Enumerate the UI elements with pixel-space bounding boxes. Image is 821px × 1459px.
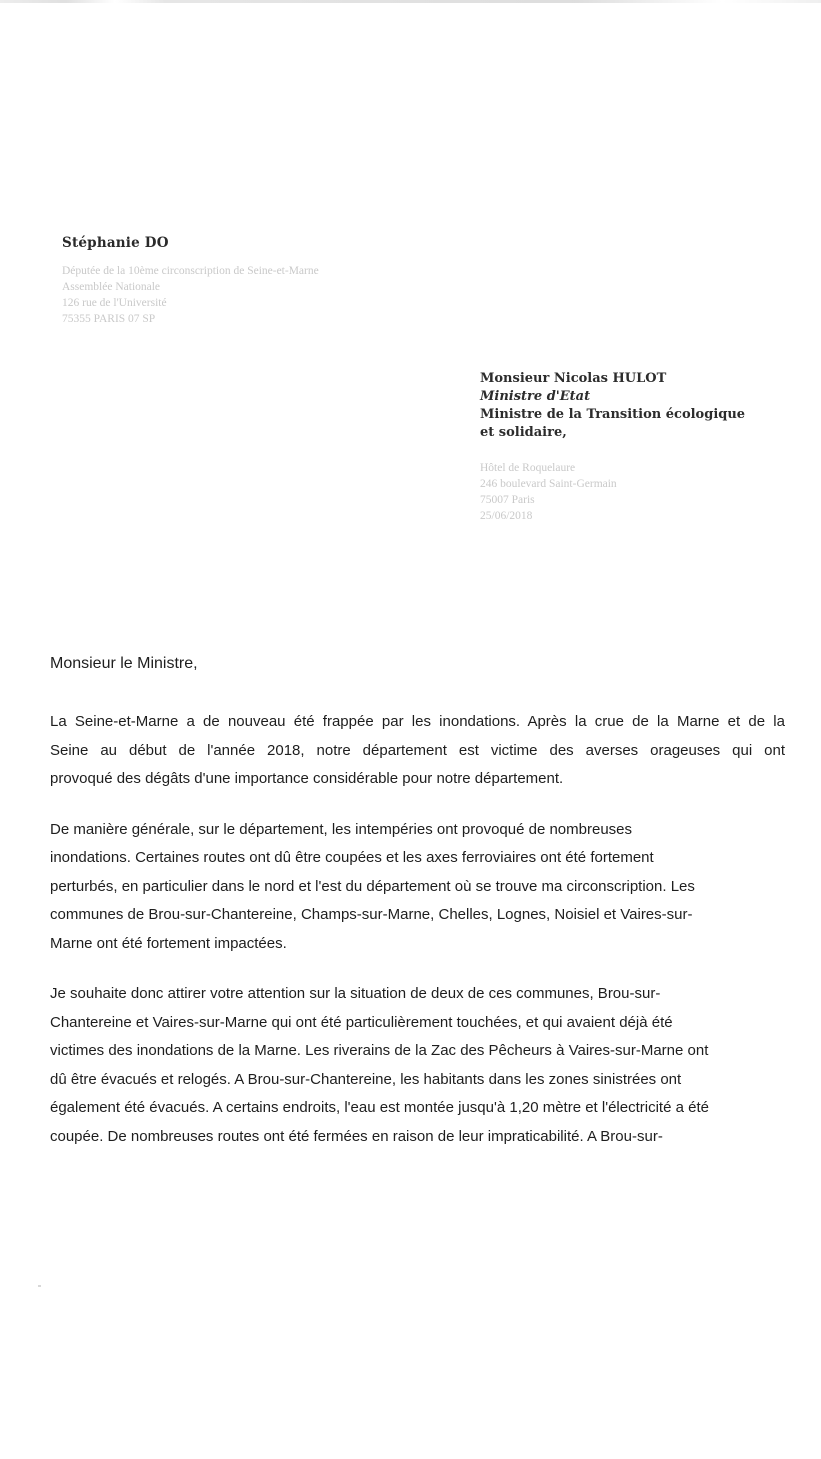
recipient-line: Hôtel de Roquelaure (480, 462, 576, 474)
letter-body (50, 655, 785, 1173)
sender-line: Assemblée Nationale (62, 281, 161, 293)
text-line: victimes des inondations de la Marne. Les riverains de la Zac des Pêcheurs à Vaires-sur-Marne ont (50, 1042, 709, 1059)
salutation: Monsieur le Ministre, (50, 655, 198, 672)
letter-date: 25/06/2018 (480, 510, 533, 522)
text-line: La Seine-et-Marne a de nouveau été frappée par les inondations. Après la crue de la Marne et de la (50, 713, 785, 730)
text-line: Marne ont été fortement impactées. (50, 934, 287, 952)
text-line: coupée. De nombreuses routes ont été fermées en raison de leur impraticabilité. A Brou-sur- (50, 1127, 663, 1145)
text-line: Je souhaite donc attirer votre attention sur la situation de deux de ces communes, Brou-sur- (50, 985, 661, 1002)
text-line: Chantereine et Vaires-sur-Marne qui ont été particulièrement touchées, et qui avaient déjà été (50, 1013, 673, 1031)
recipient-line: 246 boulevard Saint-Germain (480, 478, 617, 490)
recipient-heading (480, 370, 810, 442)
text-line: dû être évacués et relogés. A Brou-sur-Chantereine, les habitants dans les zones sinistrées ont (50, 1070, 682, 1088)
scan-edge-artifact (0, 0, 821, 3)
sender-line: 75355 PARIS 07 SP (62, 313, 156, 325)
text-line: provoqué des dégâts d'une importance considérable pour notre département. (50, 770, 564, 787)
recipient-title: Ministre d'Etat (480, 389, 591, 404)
recipient-title: et solidaire, (480, 425, 567, 440)
text-line: également été évacués. A certains endroits, l'eau est montée jusqu'à 1,20 mètre et l'électricité a été (50, 1099, 709, 1116)
sender-line: Députée de la 10ème circonscription de Seine-et-Marne (62, 265, 319, 277)
text-line: perturbés, en particulier dans le nord et l'est du département où se trouve ma circonscription. Les (50, 877, 695, 895)
paragraph-3 (50, 980, 785, 1151)
text-line: communes de Brou-sur-Chantereine, Champs-sur-Marne, Chelles, Lognes, Noisiel et Vaires-sur- (50, 906, 693, 923)
paragraph-2 (50, 816, 785, 959)
sender-address (62, 263, 482, 327)
paragraph-1 (50, 708, 785, 794)
text-line: De manière générale, sur le département, les intempéries ont provoqué de nombreuses (50, 820, 632, 838)
text-line: Seine au début de l'année 2018, notre département est victime des averses orageuses qui ont (50, 741, 785, 759)
text-line: inondations. Certaines routes ont dû être coupées et les axes ferroviaires ont été fortement (50, 849, 654, 866)
recipient-title: Ministre de la Transition écologique (480, 407, 746, 422)
recipient-block (480, 370, 810, 524)
recipient-name: Monsieur Nicolas HULOT (480, 371, 667, 386)
recipient-line: 75007 Paris (480, 494, 535, 506)
sender-name: Stéphanie DO (62, 235, 169, 251)
recipient-address (480, 460, 810, 524)
sender-block (62, 235, 482, 327)
sender-line: 126 rue de l'Université (62, 297, 167, 309)
scan-speck (38, 1285, 41, 1287)
